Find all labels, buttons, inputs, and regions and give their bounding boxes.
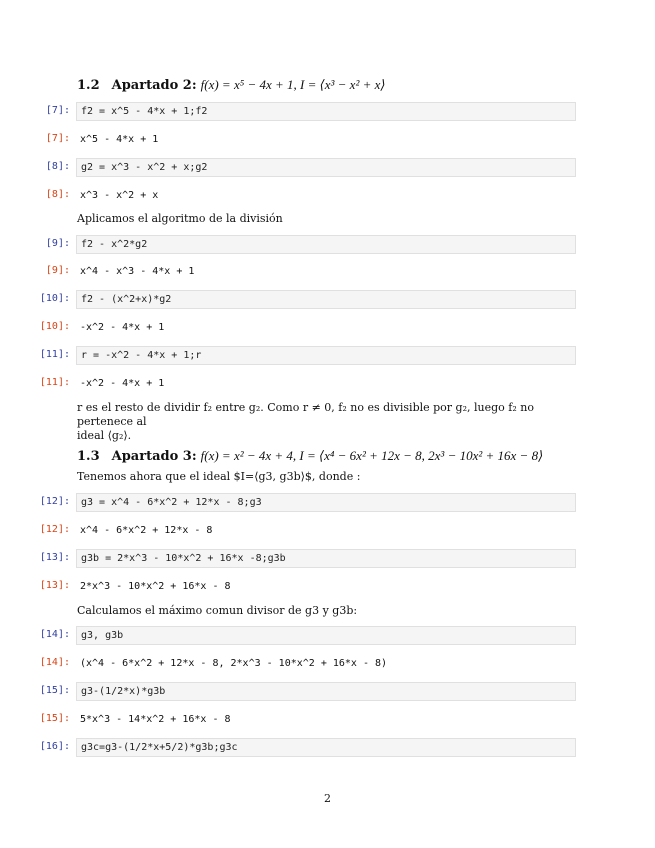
input-prompt: [11]: (39, 349, 70, 360)
code-cell[interactable]: g3b = 2*x^3 - 10*x^2 + 16*x -8;g3b (76, 549, 576, 568)
code-cell[interactable]: g3 = x^4 - 6*x^2 + 12*x - 8;g3 (76, 493, 576, 512)
paragraph-line: r es el resto de dividir f₂ entre g₂. Como r ≠ 0, f₂ no es divisible por g₂, luego f₂ no pertenece al (77, 401, 534, 428)
page-number: 2 (324, 792, 331, 805)
section-number: 1.3 (77, 449, 100, 464)
code-cell[interactable]: g2 = x^3 - x^2 + x;g2 (76, 158, 576, 177)
paragraph-division: Aplicamos el algoritmo de la división (77, 212, 283, 225)
section-math: f(x) = x² − 4x + 4, I = ⟨x⁴ − 6x² + 12x − 8, 2x³ − 10x² + 16x − 8⟩ (200, 448, 544, 463)
cell-output: x^4 - 6*x^2 + 12*x - 8 (80, 525, 213, 536)
output-prompt: [15]: (39, 713, 70, 724)
code-cell[interactable]: g3c=g3-(1/2*x+5/2)*g3b;g3c (76, 738, 576, 757)
code-cell[interactable]: f2 - (x^2+x)*g2 (76, 290, 576, 309)
output-prompt: [12]: (39, 524, 70, 535)
output-prompt: [9]: (45, 265, 70, 276)
cell-output: -x^2 - 4*x + 1 (80, 322, 165, 333)
output-prompt: [14]: (39, 657, 70, 668)
input-prompt: [13]: (39, 552, 70, 563)
cell-output: x^3 - x^2 + x (80, 190, 159, 201)
section-title: Apartado 2: (111, 78, 197, 93)
input-prompt: [16]: (39, 741, 70, 752)
section-math: f(x) = x⁵ − 4x + 1, I = ⟨x³ − x² + x⟩ (200, 77, 386, 92)
section-heading-apartado-3 (77, 448, 543, 464)
code-cell[interactable]: g3, g3b (76, 626, 576, 645)
cell-output: -x^2 - 4*x + 1 (80, 378, 165, 389)
section-number: 1.2 (77, 78, 100, 93)
input-prompt: [14]: (39, 629, 70, 640)
input-prompt: [9]: (45, 238, 70, 249)
code-cell[interactable]: r = -x^2 - 4*x + 1;r (76, 346, 576, 365)
code-cell[interactable]: f2 = x^5 - 4*x + 1;f2 (76, 102, 576, 121)
cell-output: (x^4 - 6*x^2 + 12*x - 8, 2*x^3 - 10*x^2 + 16*x - 8) (80, 658, 388, 669)
input-prompt: [15]: (39, 685, 70, 696)
output-prompt: [7]: (45, 133, 70, 144)
paragraph-line: ideal ⟨g₂⟩. (77, 429, 132, 442)
output-prompt: [10]: (39, 321, 70, 332)
output-prompt: [11]: (39, 377, 70, 388)
output-prompt: [13]: (39, 580, 70, 591)
cell-output: x^5 - 4*x + 1 (80, 134, 159, 145)
paragraph-mcd: Calculamos el máximo comun divisor de g3 y g3b: (77, 604, 358, 617)
code-cell[interactable]: g3-(1/2*x)*g3b (76, 682, 576, 701)
input-prompt: [10]: (39, 293, 70, 304)
section-title: Apartado 3: (111, 449, 197, 464)
section-heading-apartado-2 (77, 77, 385, 93)
cell-output: 2*x^3 - 10*x^2 + 16*x - 8 (80, 581, 231, 592)
code-cell[interactable]: f2 - x^2*g2 (76, 235, 576, 254)
paragraph-resto (77, 401, 579, 443)
input-prompt: [7]: (45, 105, 70, 116)
paragraph-ideal: Tenemos ahora que el ideal $I=⟨g3, g3b⟩$, donde : (77, 470, 361, 483)
cell-output: x^4 - x^3 - 4*x + 1 (80, 266, 195, 277)
input-prompt: [12]: (39, 496, 70, 507)
cell-output: 5*x^3 - 14*x^2 + 16*x - 8 (80, 714, 231, 725)
output-prompt: [8]: (45, 189, 70, 200)
input-prompt: [8]: (45, 161, 70, 172)
